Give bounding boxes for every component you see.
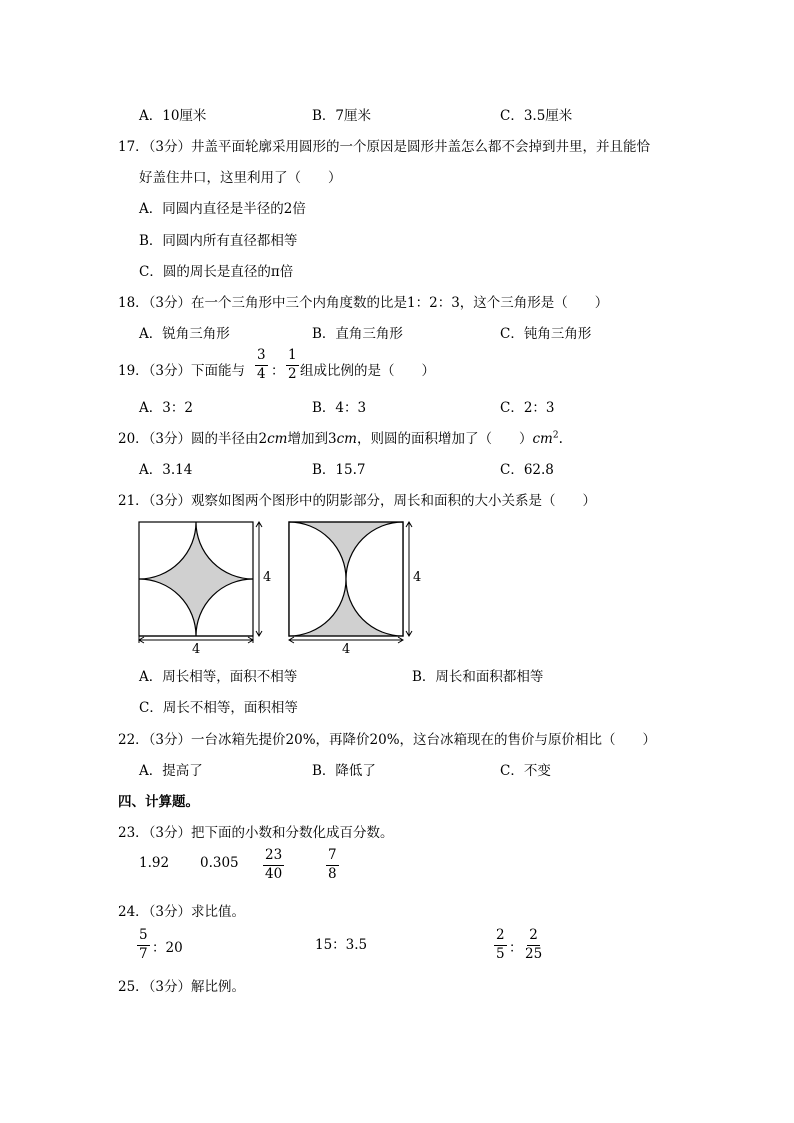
q16-option-c[interactable]: C．3.5厘米 (500, 108, 573, 124)
q22-option-c[interactable]: C．不变 (500, 763, 551, 779)
figure2-bottom-label: 4 (342, 642, 351, 655)
figure1-side-label: 4 (263, 570, 272, 585)
q18-stem: 18．（3分）在一个三角形中三个内角度数的比是1：2：3，这个三角形是（ ） (118, 295, 609, 311)
q23-stem: 23．（3分）把下面的小数和分数化成百分数。 (118, 825, 394, 841)
q18-option-c[interactable]: C．钝角三角形 (500, 326, 592, 342)
q20-superscript: 2 (552, 430, 559, 441)
section-title: 四、计算题。 (118, 794, 199, 810)
q19-frac1-num: 3 (255, 349, 268, 366)
q21-option-c[interactable]: C．周长不相等，面积相等 (139, 700, 298, 716)
q19-option-c[interactable]: C．2：3 (500, 400, 555, 416)
q20-part3: ，则圆的面积增加了（ ） (356, 431, 533, 447)
q17-option-a[interactable]: A．同圆内直径是半径的2倍 (139, 201, 306, 217)
q23-fraction-2 (326, 849, 339, 881)
q21-figure-1 (132, 515, 280, 655)
q23-item-2: 0.305 (200, 855, 239, 871)
q24-stem: 24．（3分）求比值。 (118, 904, 246, 920)
q20-end: . (558, 431, 563, 447)
q23-frac2-den: 8 (328, 865, 337, 882)
q24-frac1-den: 7 (139, 945, 148, 962)
q19-frac2-den: 2 (288, 365, 297, 382)
q19-fraction-1 (255, 349, 268, 381)
q20-unit3: cm (532, 431, 553, 447)
q24-frac3a-den: 5 (496, 945, 505, 962)
q22-stem: 22．（3分）一台冰箱先提价20%，再降价20%，这台冰箱现在的售价与原价相比（ ） (118, 732, 657, 748)
q20-unit2: cm (336, 431, 357, 447)
q24-fraction-1 (137, 929, 150, 961)
q17-option-c[interactable]: C．圆的周长是直径的π倍 (139, 264, 294, 280)
q20-option-a[interactable]: A．3.14 (139, 462, 193, 478)
q23-fraction-1 (263, 849, 284, 881)
q19-frac1-den: 4 (257, 365, 266, 382)
figure2-side-label: 4 (413, 570, 422, 585)
q17-stem-line2: 好盖住井口，这里利用了（ ） (139, 170, 342, 186)
q23-frac2-num: 7 (326, 849, 339, 866)
q21-option-a[interactable]: A．周长相等，面积不相等 (139, 669, 298, 685)
q22-option-a[interactable]: A．提高了 (139, 763, 203, 779)
q24-frac3b-den: 25 (525, 945, 543, 962)
q25-stem: 25．（3分）解比例。 (118, 979, 246, 995)
q17-option-b[interactable]: B．同圆内所有直径都相等 (139, 233, 298, 249)
q24-item-2: 15：3.5 (315, 937, 368, 953)
q21-stem: 21．（3分）观察如图两个图形中的阴影部分，周长和面积的大小关系是（ ） (118, 493, 597, 509)
q20-option-c[interactable]: C．62.8 (500, 462, 554, 478)
q24-frac3b-num: 2 (527, 929, 540, 946)
q24-fraction-3a (494, 929, 507, 961)
q16-option-a[interactable]: A．10厘米 (139, 108, 207, 124)
q20-part2: 增加到3 (287, 431, 337, 447)
q19-colon: ： (271, 363, 285, 379)
q16-option-b[interactable]: B．7厘米 (312, 108, 372, 124)
figure1-bottom-label: 4 (192, 642, 201, 655)
q19-prefix: 19．（3分）下面能与 (118, 363, 246, 379)
q19-fraction-2 (286, 349, 299, 381)
q23-frac1-num: 23 (263, 849, 284, 866)
q21-figure-2 (282, 515, 430, 655)
q24-item1-rest: ：20 (152, 940, 183, 956)
q19-option-a[interactable]: A．3：2 (139, 400, 193, 416)
q20-part1: 20．（3分）圆的半径由2 (118, 431, 268, 447)
q18-option-b[interactable]: B．直角三角形 (312, 326, 403, 342)
q19-frac2-num: 1 (286, 349, 299, 366)
q20-stem (118, 427, 563, 447)
q20-unit1: cm (267, 431, 288, 447)
q24-item3-colon: ： (509, 940, 523, 956)
q24-fraction-3b (525, 929, 542, 961)
q23-item-1: 1.92 (139, 855, 170, 871)
q20-option-b[interactable]: B．15.7 (312, 462, 366, 478)
q22-option-b[interactable]: B．降低了 (312, 763, 376, 779)
q18-option-a[interactable]: A．锐角三角形 (139, 326, 230, 342)
q21-option-b[interactable]: B．周长和面积都相等 (412, 669, 544, 685)
q19-suffix: 组成比例的是（ ） (300, 363, 435, 379)
q17-stem-line1: 17．（3分）井盖平面轮廓采用圆形的一个原因是圆形井盖怎么都不会掉到井里，并且能恰 (118, 139, 651, 155)
q19-option-b[interactable]: B．4：3 (312, 400, 367, 416)
q24-frac1-num: 5 (137, 929, 150, 946)
q23-frac1-den: 40 (265, 865, 283, 882)
q24-frac3a-num: 2 (494, 929, 507, 946)
